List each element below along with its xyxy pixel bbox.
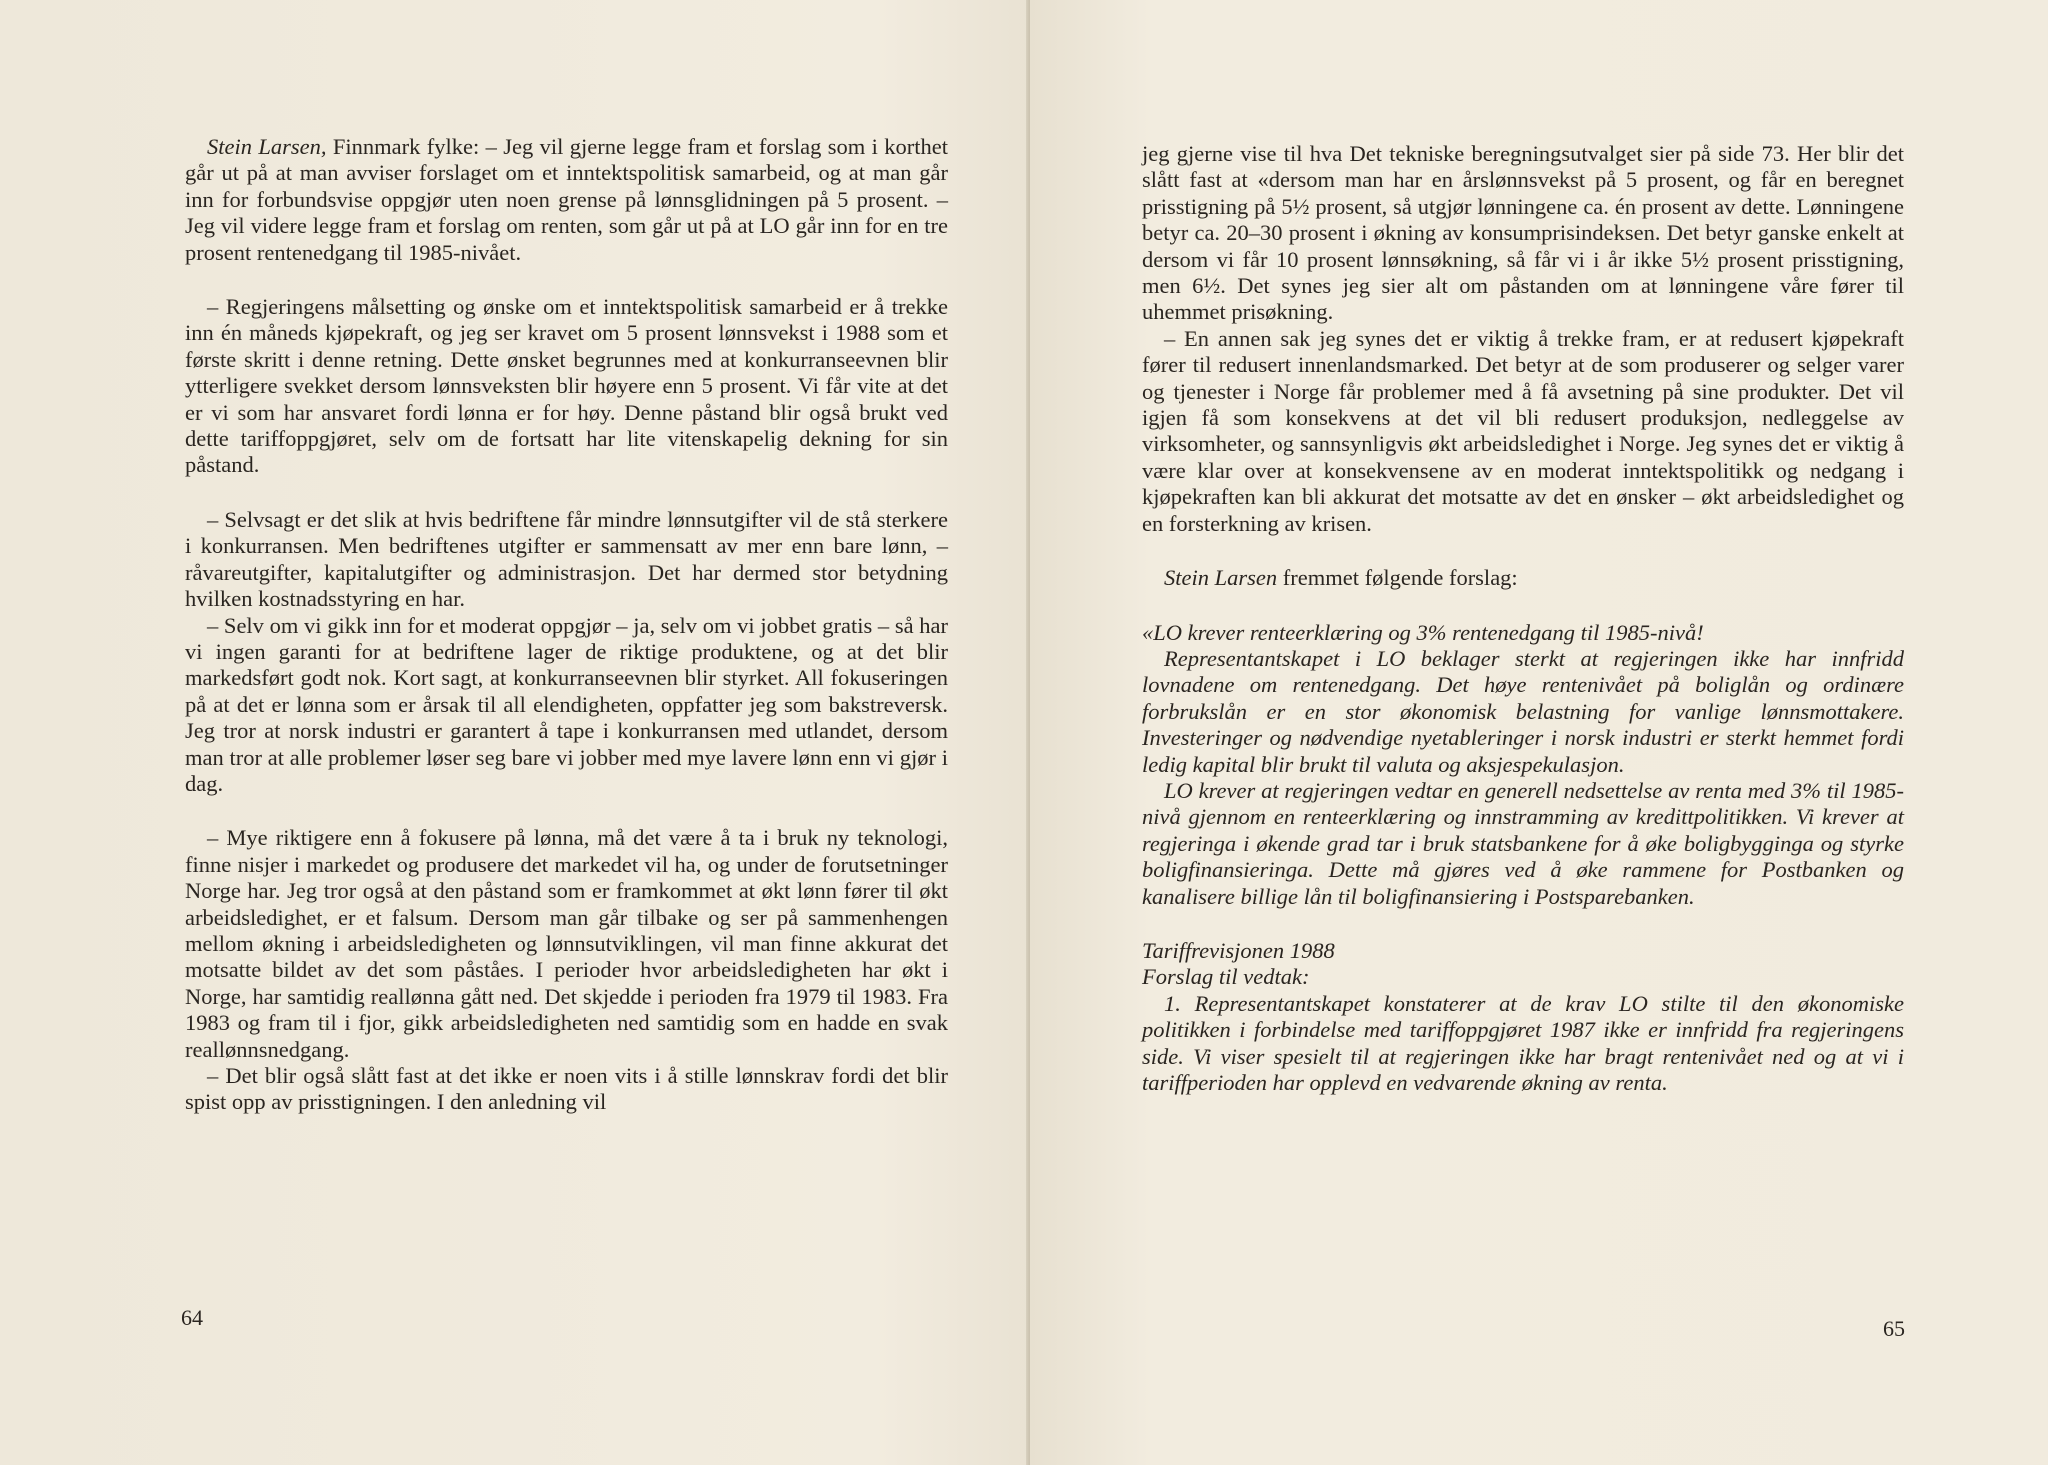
paragraph-text: fremmet følgende forslag: bbox=[1277, 565, 1518, 591]
paragraph: – Mye riktigere enn å fokusere på lønna, må det være å ta i bruk ny teknologi, finne nisjer i markedet og produsere det markedet vil ha, og under de forutsetninger Norge har. Jeg tror også at den påstand som er framkommet at økt lønn fører til økt arbeidsledighet, er et falsum. Dersom man går tilbake og ser på sammenhengen mellom økning i arbeidsledigheten og lønnsutviklingen, vil man finne akkurat det motsatte bildet av det som påståes. I perioder hvor arbeidsledigheten har økt i Norge, har samtidig reallønna gått ned. Det skjedde i perioden fra 1979 til 1983. Fra 1983 og fram til i fjor, gikk arbeidsledigheten ned samtidig som en hadde en svak reallønnsnedgang. bbox=[185, 825, 948, 1062]
paragraph: – Det blir også slått fast at det ikke er noen vits i å stille lønnskrav fordi det blir spist opp av prisstigningen. I den anledning vil bbox=[185, 1063, 948, 1115]
paragraph: – Selv om vi gikk inn for et moderat oppgjør – ja, selv om vi jobbet gratis – så har vi ingen garanti for at bedriftene lager de riktige produktene, og at det blir markedsført godt nok. Kort sagt, at konkurranseevnen blir styrket. All fokuseringen på at det er lønna som er årsak til all elendigheten, oppfatter jeg som bakstreversk. Jeg tror at norsk industri er garantert å tape i konkurransen med utlandet, dersom man tror at alle problemer løser seg bare vi jobber med mye lavere lønn enn vi gjør i dag. bbox=[185, 612, 948, 796]
proposal-paragraph: LO krever at regjeringen vedtar en generell nedsettelse av renta med 3% til 1985-nivå gjennom en renteerklæring og innstramming av kredittpolitikken. Vi krever at regjeringa i økende grad tar i bruk statsbankene for å øke boligbygginga og styrke boligfinansieringa. Dette må gjøres ved å øke rammene for Postbanken og kanalisere billige lån til boligfinansiering i Postsparebanken. bbox=[1142, 777, 1904, 909]
proposal-paragraph: Representantskapet i LO beklager sterkt at regjeringen ikke har innfridd lovnadene om rentenedgang. Det høye rentenivået på boliglån og ordinære forbrukslån er en stor økonomisk belastning for vanlige lønnsmottakere. Investeringer og nødvendige nyetableringer i norsk industri er sterkt hemmet fordi ledig kapital blir brukt til valuta og aksjespekulasjon. bbox=[1142, 645, 1904, 777]
speaker-name: Stein Larsen bbox=[1164, 565, 1278, 591]
speaker-name: Stein Larsen, bbox=[207, 134, 327, 159]
paragraph: – Regjeringens målsetting og ønske om et inntektspolitisk samarbeid er å trekke inn én måneds kjøpekraft, og jeg ser kravet om 5 prosent lønnsvekst i 1988 som et første skritt i denne retning. Dette ønsket begrunnes med at konkurranseevnen blir ytterligere svekket dersom lønnsveksten blir høyere enn 5 prosent. Vi får vite at det er vi som har ansvaret fordi lønna er for høy. Denne påstand blir også brukt ved dette tariffoppgjøret, selv om de fortsatt har lite vitenskapelig dekning for sin påstand. bbox=[185, 294, 948, 478]
paragraph bbox=[185, 134, 948, 266]
proposal-heading: «LO krever renteerklæring og 3% rentenedgang til 1985-nivå! bbox=[1142, 619, 1704, 645]
paragraph: – Selvsagt er det slik at hvis bedriftene får mindre lønnsutgifter vil de stå sterkere i konkurransen. Men bedriftenes utgifter er sammensatt av mer enn bare lønn, – råvareutgifter, kapitalutgifter og administrasjon. Det har dermed stor betydning hvilken kostnadsstyring en har. bbox=[185, 506, 948, 612]
section-subheading: Forslag til vedtak: bbox=[1142, 964, 1310, 990]
paragraph: – En annen sak jeg synes det er viktig å trekke fram, er at redusert kjøpekraft fører til redusert innenlandsmarked. Det betyr at de som produserer og selger varer og tjenester i Norge får problemer med å få avsetning på sine produkter. Det vil igjen få som konsekvens at det vil bli redusert produksjon, nedleggelse av virksomheter, og sannsynligvis økt arbeidsledighet i Norge. Jeg synes det er viktig å være klar over at konsekvensene av en moderat inntektspolitikk og nedgang i kjøpekraften kan bli akkurat det motsatte av det en ønsker – økt arbeidsledighet og en forsterkning av krisen. bbox=[1142, 325, 1904, 536]
page-number: 65 bbox=[1883, 1316, 1905, 1341]
section-heading: Tariffrevisjonen 1988 bbox=[1142, 937, 1335, 963]
right-text-column bbox=[1142, 141, 1904, 1096]
page-number: 64 bbox=[181, 1305, 203, 1330]
paragraph-text: Finnmark fylke: – Jeg vil gjerne legge fram et forslag som i korthet går ut på at man avviser forslaget om et inntektspolitisk samarbeid, og at man går inn for forbundsvise oppgjør uten noen grense på lønnsglidningen på 5 prosent. – Jeg vil videre legge fram et forslag om renten, som går ut på at LO går inn for en tre prosent rentenedgang til 1985-nivået. bbox=[185, 134, 948, 265]
paragraph bbox=[1142, 565, 1904, 591]
left-text-column bbox=[185, 134, 948, 1116]
right-page bbox=[1030, 0, 2048, 1465]
paragraph: jeg gjerne vise til hva Det tekniske beregningsutvalget sier på side 73. Her blir det slått fast at «dersom man har en årslønnsvekst på 5 prosent, og får en beregnet prisstigning på 5½ prosent, så utgjør lønningene ca. én prosent av dette. Lønningene betyr ca. 20–30 prosent i økning av konsumprisindeksen. Det betyr ganske enkelt at dersom vi får 10 prosent lønnsøkning, så får vi i år ikke 5½ prosent prisstigning, men 6½. Det synes jeg sier alt om påstanden om at lønningene våre fører til uhemmet prisøkning. bbox=[1142, 141, 1904, 325]
proposal-paragraph: 1. Representantskapet konstaterer at de krav LO stilte til den økonomiske politikken i forbindelse med tariffoppgjøret 1987 ikke er innfridd fra regjeringens side. Vi viser spesielt til at regjeringen ikke har bragt rentenivået ned og at vi i tariffperioden har opplevd en vedvarende økning av renta. bbox=[1142, 990, 1904, 1095]
